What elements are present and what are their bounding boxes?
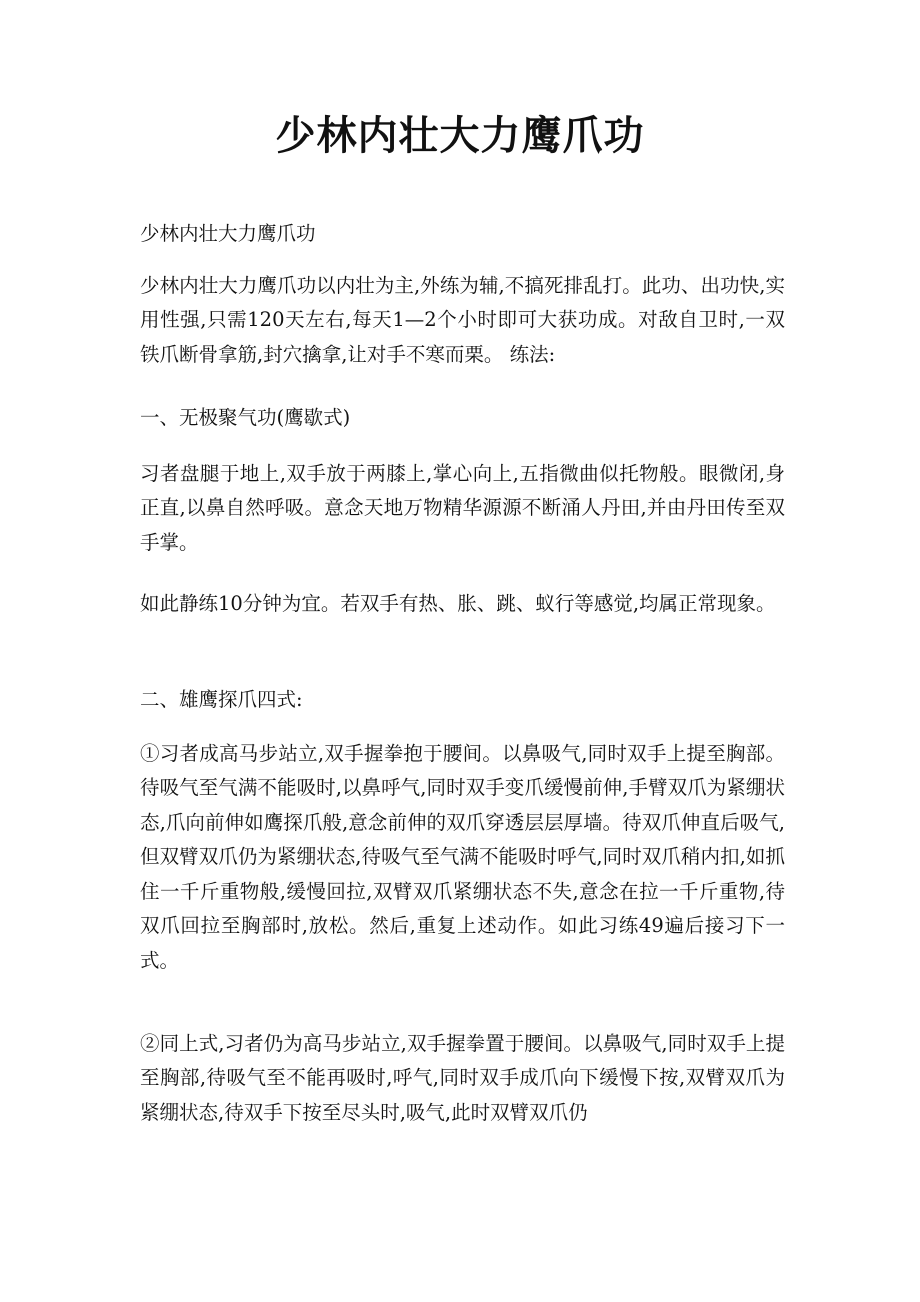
section-1-heading: 一、无极聚气功(鹰歇式) (140, 405, 351, 429)
intro-paragraph: 少林内壮大力鹰爪功以内壮为主,外练为辅,不搞死排乱打。此功、出功快,实用性强,只需120天左右,每天1—2个小时即可大获功成。对敌自卫时,一双铁爪断骨拿筋,封穴擒拿,让对手不寒而栗。 练法: (140, 273, 785, 366)
section-2-heading: 二、雄鹰探爪四式: (140, 687, 303, 711)
move-2-paragraph: ②同上式,习者仍为高马步站立,双手握拳置于腰间。以鼻吸气,同时双手上提至胸部,待吸气至不能再吸时,呼气,同时双手成爪向下缓慢下按,双臂双爪为紧绷状态,待双手下按至尽头时,吸气,此时双臂双爪仍 (140, 1031, 785, 1124)
section-1-note-paragraph: 如此静练10分钟为宜。若双手有热、胀、跳、蚁行等感觉,均属正常现象。 (140, 591, 776, 615)
move-1-paragraph: ①习者成高马步站立,双手握拳抱于腰间。以鼻吸气,同时双手上提至胸部。待吸气至气满不能吸时,以鼻呼气,同时双手变爪缓慢前伸,手臂双爪为紧绷状态,爪向前伸如鹰探爪般,意念前伸的双爪穿透层层厚墙。待双爪伸直后吸气,但双臂双爪仍为紧绷状态,待吸气至气满不能吸时呼气,同时双爪稍内扣,如抓住一千斤重物般,缓慢回拉,双臂双爪紧绷状态不失,意念在拉一千斤重物,待双爪回拉至胸部时,放松。然后,重复上述动作。如此习练49遍后接习下一式。 (140, 741, 785, 972)
page-title: 少林内壮大力鹰爪功 (275, 112, 645, 159)
subtitle-paragraph: 少林内壮大力鹰爪功 (140, 221, 316, 245)
section-1-body-paragraph: 习者盘腿于地上,双手放于两膝上,掌心向上,五指微曲似托物般。眼微闭,身正直,以鼻自然呼吸。意念天地万物精华源源不断涌人丹田,并由丹田传至双手掌。 (140, 461, 785, 554)
